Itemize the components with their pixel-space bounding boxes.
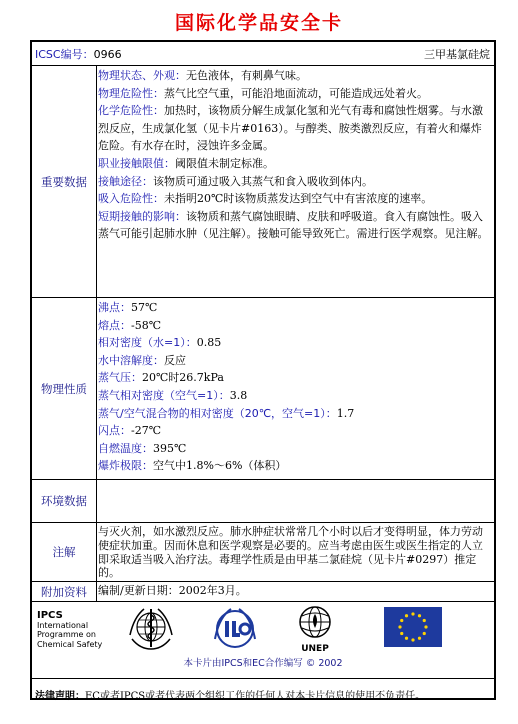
safety-card	[30, 40, 496, 700]
legal-statement: 法律声明：EC或者IPCS或者代表两个组织工作的任何人对本卡片信息的使用不负责任。	[35, 691, 426, 702]
eu-star-icon	[424, 625, 427, 628]
important-item	[98, 190, 491, 208]
item-key: 物理状态、外观：	[98, 69, 186, 82]
item-key: 闪点：	[98, 424, 131, 438]
physical-properties-content	[97, 298, 494, 475]
environment-content	[97, 480, 494, 481]
section-label: 注解	[32, 523, 97, 581]
who-emblem-icon	[124, 605, 178, 653]
important-item	[98, 102, 491, 155]
item-value: 该物质和蒸气腐蚀眼睛、皮肤和呼吸道。食入有腐蚀性。吸入蒸气可能引起肺水肿（见注解）。接触可能导致死亡。需进行医学观察。见注解。	[98, 209, 489, 241]
item-key: 沸点：	[98, 301, 131, 314]
item-value: 蒸气比空气重，可能沿地面流动，可能造成远处着火。	[164, 86, 428, 100]
eu-star-icon	[405, 637, 408, 640]
credit-line: 本卡片由IPCS和EC合作编写 © 2002	[183, 658, 343, 669]
physical-item	[98, 440, 491, 458]
item-key: 化学危险性：	[98, 104, 164, 118]
item-value: 0.85	[196, 336, 222, 350]
item-value: -58℃	[131, 318, 162, 332]
item-value: 3.8	[229, 388, 248, 402]
physical-item	[98, 352, 491, 370]
physical-properties-section	[32, 298, 494, 480]
item-value: 未指明20℃时该物质蒸发达到空气中有害浓度的速率。	[164, 192, 433, 206]
item-value: 该物质可通过吸入其蒸气和食入吸收到体内。	[153, 174, 373, 188]
ipcs-label: IPCS International Programme on Chemical Safety	[37, 610, 103, 649]
ilo-emblem-icon	[208, 605, 262, 653]
important-data-section	[32, 66, 494, 298]
additional-info-section	[32, 582, 494, 602]
item-key: 蒸气相对密度（空气=1）：	[98, 388, 230, 402]
unep-label: UNEP	[301, 644, 329, 654]
item-value: 20℃时26.7kPa	[142, 371, 224, 385]
item-key: 相对密度（水=1）：	[98, 336, 197, 350]
section-label: 附加资料	[32, 582, 97, 601]
important-item	[98, 67, 491, 85]
item-value: 1.7	[336, 406, 355, 420]
section-label: 环境数据	[32, 480, 97, 522]
item-key: 短期接触的影响：	[98, 209, 186, 223]
notes-section	[32, 523, 494, 582]
unep-emblem-icon	[288, 604, 342, 646]
item-value: 无色液体，有刺鼻气味。	[186, 69, 307, 82]
section-label: 物理性质	[32, 298, 97, 479]
item-value: 空气中1.8%～6%（体积）	[153, 459, 287, 473]
item-value: 反应	[164, 353, 186, 367]
icsc-number: ICSC编号：0966	[35, 48, 122, 61]
organization-logos	[32, 602, 494, 679]
important-item	[98, 155, 491, 173]
eu-star-icon	[423, 619, 426, 622]
important-data-content	[97, 66, 494, 243]
item-key: 自燃温度：	[98, 441, 153, 455]
item-value: -27℃	[131, 424, 162, 438]
eu-star-icon	[418, 637, 421, 640]
physical-item	[98, 334, 491, 352]
item-value: 阈限值未制定标准。	[175, 156, 274, 170]
notes-content: 与灭火剂，如水激烈反应。肺水肿症状常常几个小时以后才变得明显，体力劳动使症状加重。因而休息和医学观察是必要的。应当考虑由医生或医生指定的人立即采取适当吸入治疗法。毒理学性质是由甲基二氯硅烷（见卡片#0297）推定的。	[98, 525, 483, 580]
eu-star-icon	[400, 632, 403, 635]
item-key: 爆炸极限：	[98, 459, 153, 473]
chemical-name: 三甲基氯硅烷	[424, 48, 490, 61]
important-item	[98, 208, 491, 243]
item-key: 物理危险性：	[98, 86, 164, 100]
eu-star-icon	[418, 614, 421, 617]
important-item	[98, 173, 491, 191]
item-key: 吸入危险性：	[98, 192, 164, 206]
item-value: 加热时，该物质分解生成氯化氢和光气有毒和腐蚀性烟雾。与水激烈反应，生成氯化氢（见卡片#0163）。与醇类、胺类激烈反应，有着火和爆炸危险。有水存在时，浸蚀许多金属。	[98, 104, 483, 153]
eu-star-icon	[398, 625, 401, 628]
item-key: 蒸气压：	[98, 371, 142, 385]
item-key: 蒸气/空气混合物的相对密度（20℃，空气=1）：	[98, 406, 337, 420]
eu-star-icon	[400, 619, 403, 622]
important-item	[98, 85, 491, 103]
physical-item	[98, 457, 491, 475]
item-key: 接触途径：	[98, 174, 153, 188]
physical-item	[98, 317, 491, 335]
physical-item	[98, 387, 491, 405]
section-label: 重要数据	[32, 66, 97, 297]
environment-section	[32, 480, 494, 523]
eu-star-icon	[405, 614, 408, 617]
icsc-row	[32, 42, 494, 66]
item-value: 57℃	[131, 301, 158, 314]
item-value: 395℃	[153, 441, 187, 455]
physical-item	[98, 299, 491, 317]
eu-star-icon	[411, 638, 414, 641]
card-title: 国际化学品安全卡	[174, 12, 343, 34]
physical-item	[98, 369, 491, 387]
additional-info-content: 编制/更新日期：2002年3月。	[98, 584, 247, 597]
item-key: 水中溶解度：	[98, 353, 164, 367]
item-key: 职业接触限值：	[98, 156, 175, 170]
eu-flag-icon	[384, 607, 442, 647]
physical-item	[98, 405, 491, 423]
eu-star-icon	[423, 632, 426, 635]
physical-item	[98, 422, 491, 440]
eu-star-icon	[411, 612, 414, 615]
item-key: 熔点：	[98, 318, 131, 332]
